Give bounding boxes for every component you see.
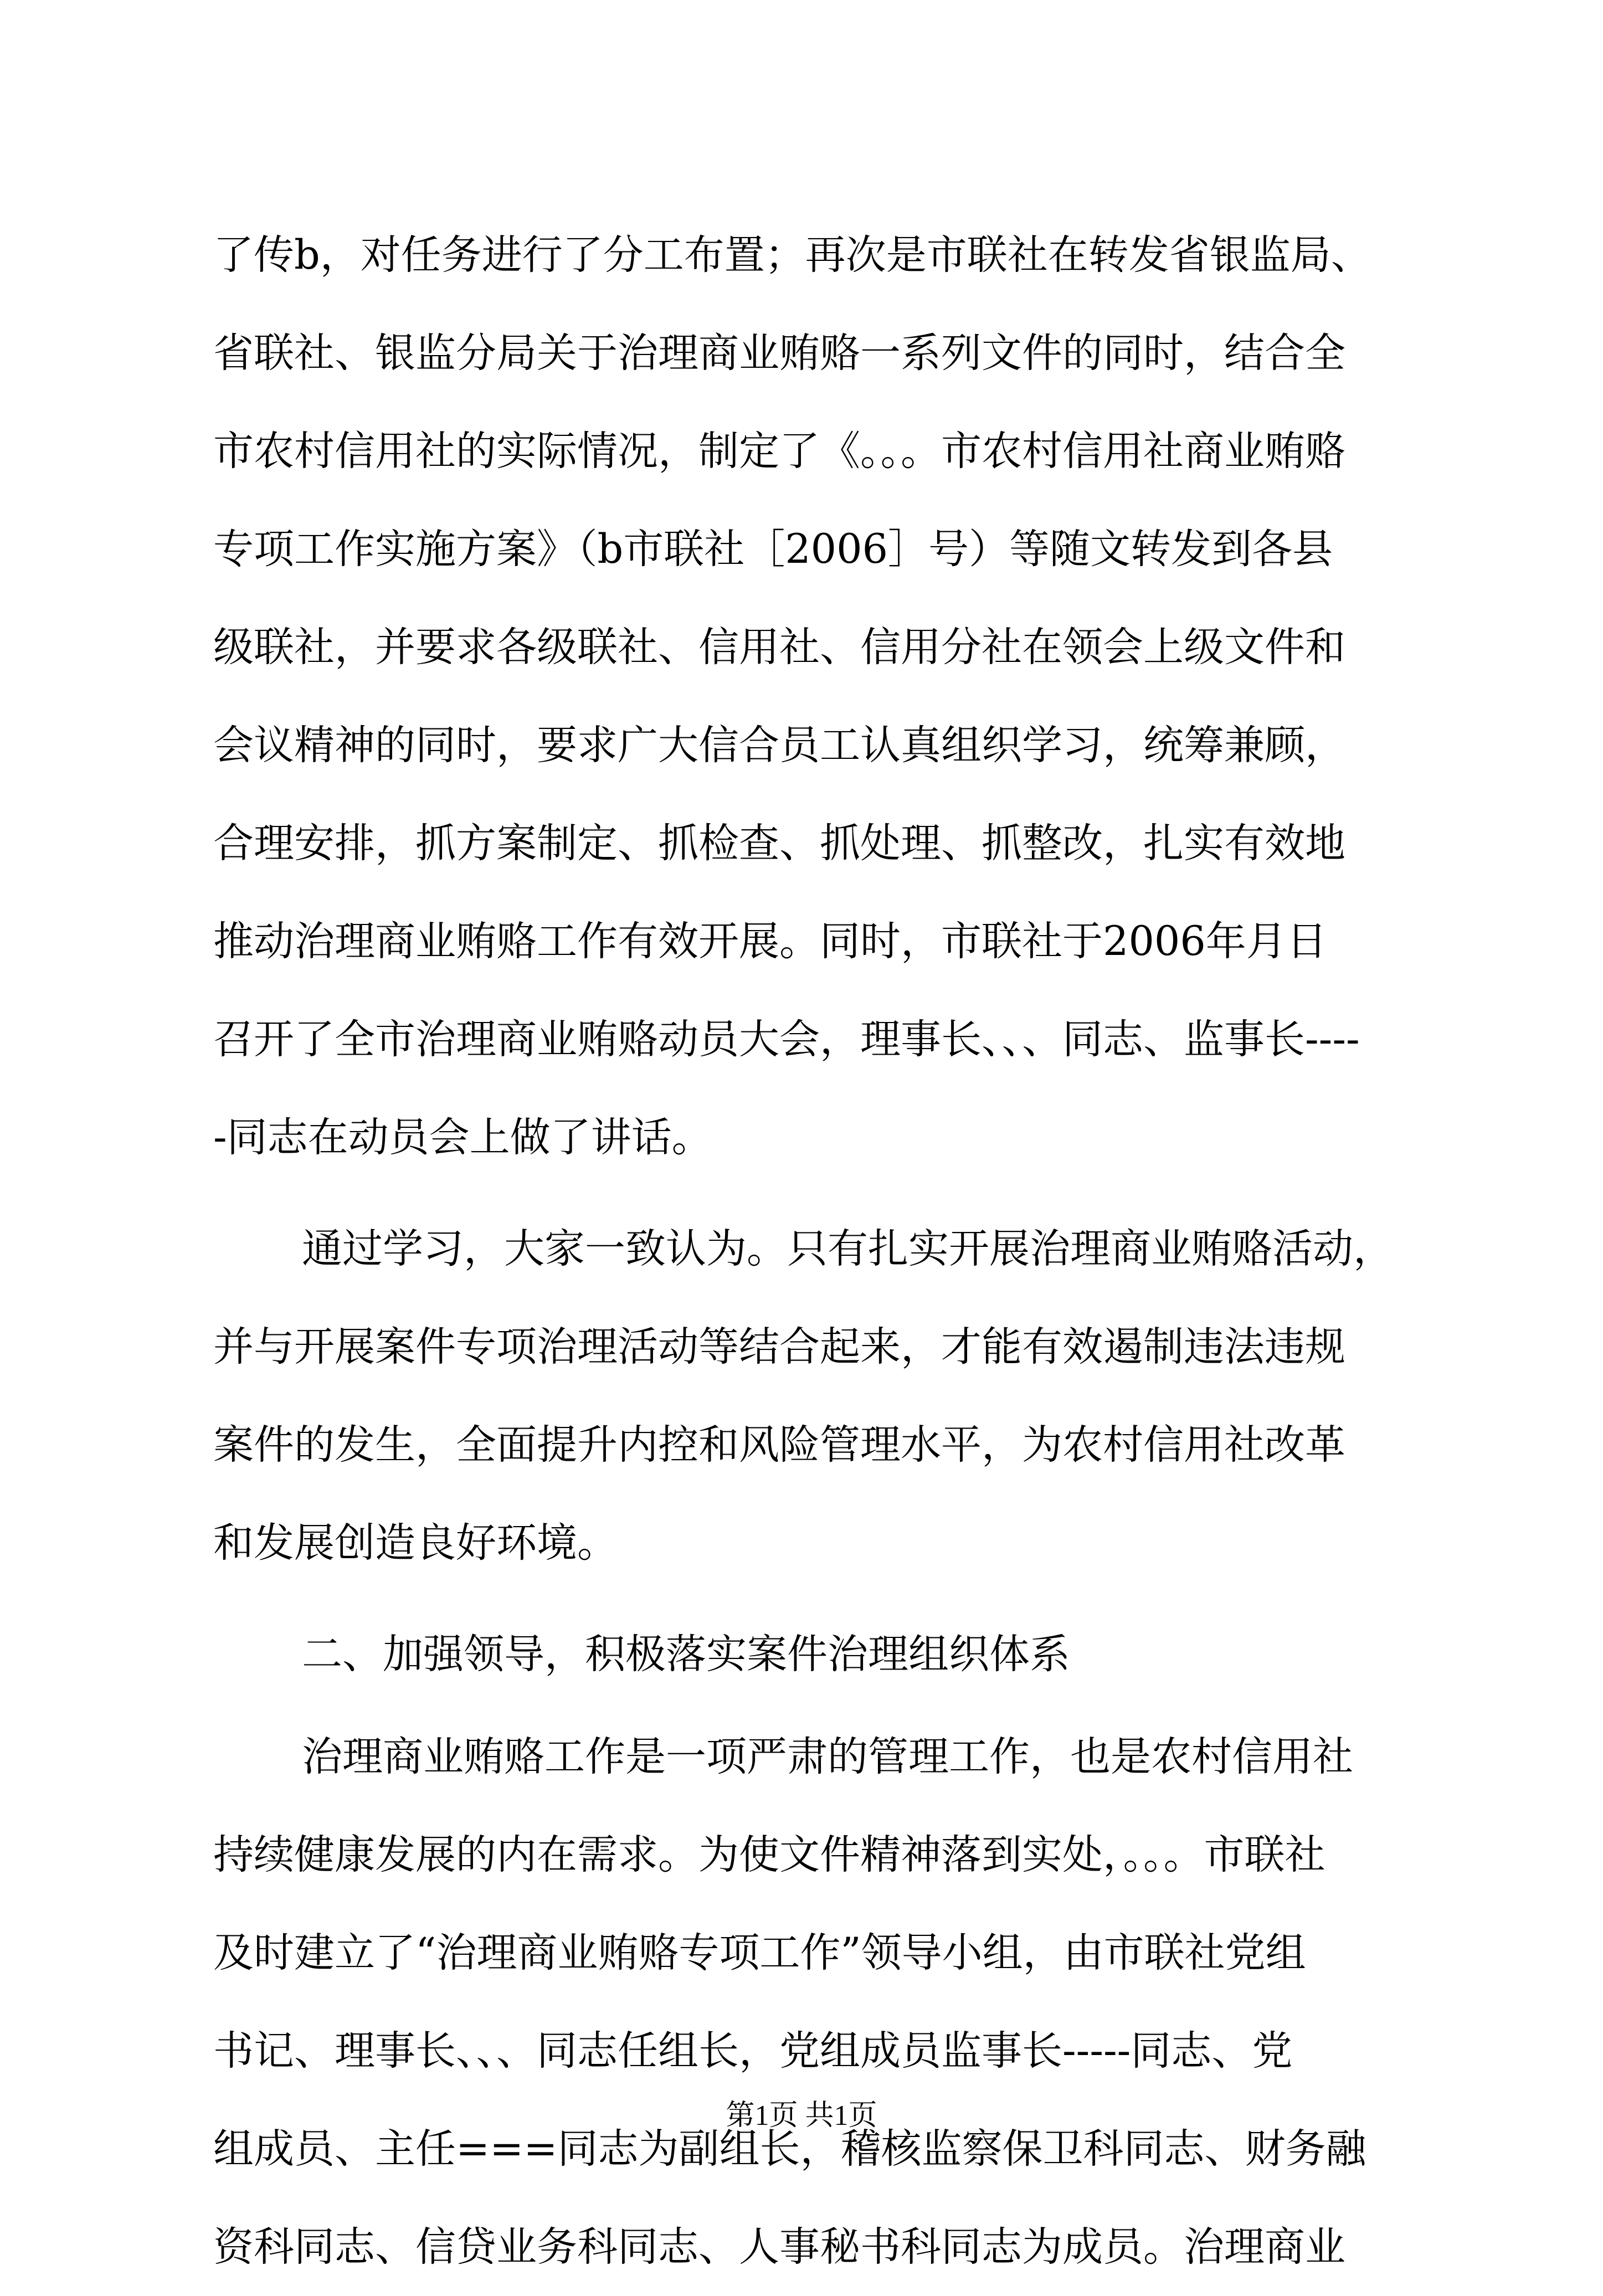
text-line: 合理安排，抓方案制定、抓检查、抓处理、抓整改，扎实有效地 — [213, 820, 1345, 867]
text-line: 组成员、主任===同志为副组长，稽核监察保卫科同志、财务融 — [213, 2125, 1366, 2172]
text-line: 资科同志、信贷业务科同志、人事秘书科同志为成员。治理商业 — [213, 2223, 1345, 2271]
text-line: 专项工作实施方案》（b市联社［2006］号）等随文转发到各县 — [213, 526, 1333, 573]
text-line: 和发展创造良好环境。 — [213, 1519, 618, 1566]
section-heading — [213, 1605, 1404, 1703]
text-line: 级联社，并要求各级联社、信用社、信用分社在领会上级文件和 — [213, 624, 1345, 671]
document-body — [213, 206, 1404, 2296]
text-line: 省联社、银监分局关于治理商业贿赂一系列文件的同时，结合全 — [213, 330, 1345, 377]
text-line: 推动治理商业贿赂工作有效开展。同时，市联社于2006年月日 — [213, 918, 1327, 965]
paragraph-1 — [213, 206, 1404, 1186]
text-line: 了传b，对任务进行了分工布置；再次是市联社在转发省银监局、 — [213, 232, 1371, 279]
text-line: -同志在动员会上做了讲话。 — [213, 1114, 712, 1161]
text-line: 及时建立了“治理商业贿赂专项工作”领导小组，由市联社党组 — [213, 1929, 1306, 1976]
text-line: 并与开展案件专项治理活动等结合起来，才能有效遏制违法违规 — [213, 1323, 1345, 1370]
text-line: 案件的发生，全面提升内控和风险管理水平，为农村信用社改革 — [213, 1421, 1345, 1468]
text-line: 会议精神的同时，要求广大信合员工认真组织学习，统筹兼顾， — [213, 722, 1345, 769]
text-line: 治理商业贿赂工作是一项严肃的管理工作，也是农村信用社 — [302, 1733, 1353, 1780]
heading-line: 二、加强领导，积极落实案件治理组织体系 — [302, 1631, 1070, 1678]
text-line: 通过学习，大家一致认为。只有扎实开展治理商业贿赂活动， — [302, 1225, 1394, 1272]
paragraph-3 — [213, 1708, 1404, 2296]
paragraph-2 — [213, 1200, 1404, 1592]
page-number-footer: 第1页 共1页 — [726, 2100, 877, 2131]
text-line: 持续健康发展的内在需求。为使文件精神落到实处，。。。市联社 — [213, 1831, 1325, 1878]
text-line: 市农村信用社的实际情况，制定了《。。。市农村信用社商业贿赂 — [213, 428, 1345, 475]
text-line: 召开了全市治理商业贿赂动员大会，理事长、、、同志、监事长---- — [213, 1016, 1360, 1063]
text-line: 书记、理事长、、、同志任组长，党组成员监事长-----同志、党 — [213, 2027, 1293, 2074]
